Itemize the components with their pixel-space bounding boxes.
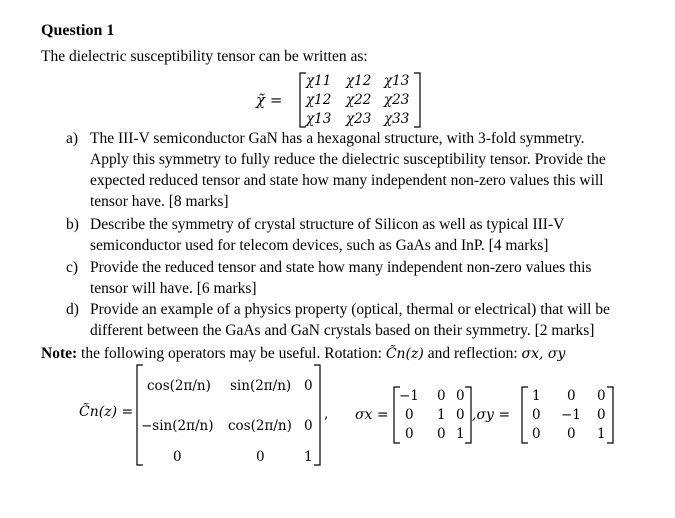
matrix-cell: −1 bbox=[399, 388, 419, 404]
matrix-cell: 0 bbox=[437, 426, 446, 442]
note-text: the following operators may be useful. Rotation: bbox=[81, 345, 382, 362]
part-line: Describe the symmetry of crystal structure of Silicon as well as typical III-V bbox=[90, 216, 565, 233]
part-line: Provide an example of a physics property (optical, thermal or electrical) that will be bbox=[90, 301, 610, 318]
matrix-cell: −sin(2π/n) bbox=[141, 418, 214, 434]
note-line bbox=[41, 344, 565, 364]
sigma-x-lhs: σx = bbox=[355, 407, 389, 423]
tensor-cell: χ12 bbox=[346, 73, 372, 89]
note-reflection-symbols: σx, σy bbox=[521, 346, 566, 362]
matrix-cell: 0 bbox=[532, 407, 541, 423]
matrix-cell: 0 bbox=[304, 378, 313, 394]
tensor-cell: χ23 bbox=[346, 111, 372, 127]
tensor-cell: χ23 bbox=[384, 92, 410, 108]
matrix-cell: cos(2π/n) bbox=[228, 418, 292, 434]
matrix-cell: 0 bbox=[597, 388, 606, 404]
part-line: Apply this symmetry to fully reduce the dielectric susceptibility tensor. Provide the bbox=[90, 151, 606, 168]
matrix-cell: 0 bbox=[173, 449, 182, 465]
matrix-cell: 0 bbox=[405, 407, 414, 423]
sigma-y-right-bracket bbox=[605, 386, 615, 444]
rotation-left-bracket bbox=[135, 364, 145, 466]
part-label: b) bbox=[66, 216, 79, 233]
matrix-cell: 0 bbox=[456, 388, 465, 404]
rotation-lhs: C̃n(z) = bbox=[79, 404, 134, 420]
part-line: tensor will have. [6 marks] bbox=[90, 280, 257, 297]
tensor-right-bracket bbox=[412, 72, 422, 128]
matrix-cell: 1 bbox=[597, 426, 606, 442]
question-title: Question 1 bbox=[41, 22, 115, 39]
sigma-y-left-bracket bbox=[520, 386, 530, 444]
matrix-cell: 1 bbox=[532, 388, 541, 404]
rotation-right-bracket bbox=[312, 364, 322, 466]
matrix-cell: 0 bbox=[532, 426, 541, 442]
note-label: Note: bbox=[41, 345, 78, 362]
matrix-cell: 0 bbox=[437, 388, 446, 404]
part-label: a) bbox=[66, 130, 79, 147]
note-connector: and reflection: bbox=[427, 345, 518, 362]
matrix-cell: sin(2π/n) bbox=[230, 378, 292, 394]
matrix-cell: 0 bbox=[456, 407, 465, 423]
tensor-cell: χ11 bbox=[306, 73, 332, 89]
tensor-cell: χ22 bbox=[346, 92, 372, 108]
matrix-cell: 1 bbox=[304, 449, 313, 465]
part-line: expected reduced tensor and state how many independent non-zero values this will bbox=[90, 172, 604, 189]
part-label: c) bbox=[66, 259, 79, 276]
tensor-cell: χ33 bbox=[384, 111, 410, 127]
matrix-cell: 0 bbox=[567, 388, 576, 404]
part-line: different between the GaAs and GaN crystals based on their symmetry. [2 marks] bbox=[90, 322, 595, 339]
matrix-cell: 0 bbox=[405, 426, 414, 442]
part-line: semiconductor used for telecom devices, such as GaAs and InP. [4 marks] bbox=[90, 237, 549, 254]
matrix-cell: 0 bbox=[256, 449, 265, 465]
question-intro: The dielectric susceptibility tensor can be written as: bbox=[41, 48, 368, 65]
part-line: The III-V semiconductor GaN has a hexagonal structure, with 3-fold symmetry. bbox=[90, 130, 585, 147]
rotation-trailing-comma: , bbox=[324, 406, 329, 422]
matrix-cell: 1 bbox=[456, 426, 465, 442]
matrix-cell: 0 bbox=[304, 418, 313, 434]
tensor-lhs: χ̃ = bbox=[256, 91, 283, 109]
matrix-cell: 0 bbox=[567, 426, 576, 442]
matrix-cell: −1 bbox=[561, 407, 581, 423]
matrix-cell: 0 bbox=[597, 407, 606, 423]
matrix-cell: cos(2π/n) bbox=[147, 378, 211, 394]
part-line: Provide the reduced tensor and state how many independent non-zero values this bbox=[90, 259, 592, 276]
part-line: tensor have. [8 marks] bbox=[90, 193, 229, 210]
part-label: d) bbox=[66, 301, 79, 318]
tensor-cell: χ13 bbox=[306, 111, 332, 127]
tensor-cell: χ12 bbox=[306, 92, 332, 108]
tensor-cell: χ13 bbox=[384, 73, 410, 89]
sigma-y-lhs: ,σy = bbox=[472, 407, 511, 423]
matrix-cell: 1 bbox=[437, 407, 446, 423]
note-rotation-symbol: C̃n(z) bbox=[385, 346, 424, 362]
